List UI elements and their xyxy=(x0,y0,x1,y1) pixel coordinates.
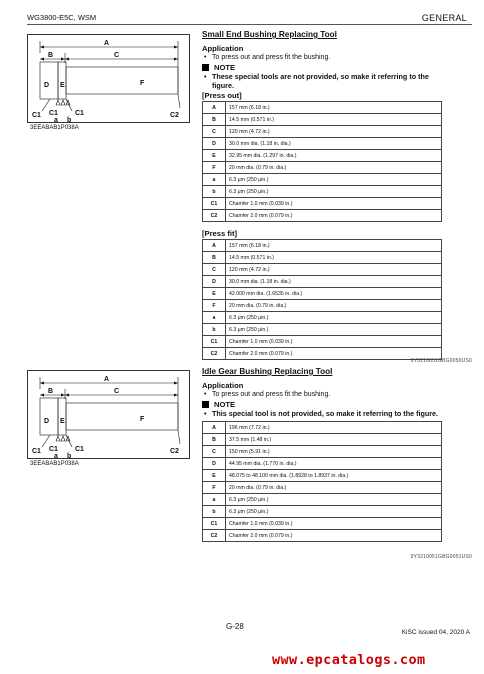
table-row xyxy=(203,138,442,150)
figure-id-2: 3EEABAB1P038A xyxy=(30,461,79,467)
label-a: a xyxy=(54,117,58,122)
spec-value: 6.3 μm (250 μin.) xyxy=(226,506,442,518)
table-row xyxy=(203,336,442,348)
spec-key: E xyxy=(203,470,226,482)
spec-key: D xyxy=(203,276,226,288)
spec-key: b xyxy=(203,186,226,198)
spec-value: 6.3 μm (250 μin.) xyxy=(226,186,442,198)
table-row xyxy=(203,240,442,252)
issue-info: KiSC issued 04, 2020 A xyxy=(401,629,470,636)
spec-key: C xyxy=(203,264,226,276)
spec-key: a xyxy=(203,174,226,186)
label-a: a xyxy=(54,453,58,458)
table-row xyxy=(203,348,442,360)
label-A: A xyxy=(104,40,110,47)
label-C1-right: C1 xyxy=(75,446,84,453)
table-row xyxy=(203,494,442,506)
spec-value: 20 mm dia. (0.79 in. dia.) xyxy=(226,162,442,174)
spec-key: E xyxy=(203,288,226,300)
spec-value: 14.5 mm (0.571 in.) xyxy=(226,252,442,264)
table-row xyxy=(203,126,442,138)
tool-drawing-2 xyxy=(27,370,190,459)
spec-key: A xyxy=(203,102,226,114)
spec-key: E xyxy=(203,150,226,162)
spec-value: Chamfer 1.0 mm (0.039 in.) xyxy=(226,198,442,210)
note-square-icon xyxy=(202,64,209,71)
label-C: C xyxy=(114,52,120,59)
table-row xyxy=(203,458,442,470)
table-row xyxy=(203,102,442,114)
spec-key: C xyxy=(203,446,226,458)
label-B: B xyxy=(48,388,54,395)
spec-value: 196 mm (7.72 in.) xyxy=(226,422,442,434)
label-E: E xyxy=(60,418,65,425)
table-row xyxy=(203,312,442,324)
spec-key: B xyxy=(203,252,226,264)
spec-key: D xyxy=(203,138,226,150)
spec-value: 6.3 μm (250 μin.) xyxy=(226,324,442,336)
doc-code-2: 9Y3210051GBG0051US0 xyxy=(410,554,472,560)
spec-key: C1 xyxy=(203,336,226,348)
table-row xyxy=(203,446,442,458)
spec-key: b xyxy=(203,506,226,518)
table-row xyxy=(203,210,442,222)
spec-value: 6.3 μm (250 μin.) xyxy=(226,312,442,324)
label-A: A xyxy=(104,376,110,383)
spec-key: b xyxy=(203,324,226,336)
table-row xyxy=(203,288,442,300)
label-B: B xyxy=(48,52,54,59)
label-C2: C2 xyxy=(170,448,179,455)
label-b: b xyxy=(67,453,72,458)
application-label-2: Application xyxy=(202,381,244,390)
table-row xyxy=(203,162,442,174)
watermark-url[interactable]: www.epcatalogs.com xyxy=(272,652,426,668)
figure-id-1: 3EEABAB1P038A xyxy=(30,125,79,131)
table-row xyxy=(203,198,442,210)
spec-value: 42.000 mm dia. (1.6535 in. dia.) xyxy=(226,288,442,300)
spec-key: D xyxy=(203,458,226,470)
spec-value: 14.5 mm (0.571 in.) xyxy=(226,114,442,126)
spec-value: 32.95 mm dia. (1.297 in. dia.) xyxy=(226,150,442,162)
label-C: C xyxy=(114,388,120,395)
spec-value: Chamfer 2.0 mm (0.079 in.) xyxy=(226,210,442,222)
spec-key: A xyxy=(203,422,226,434)
spec-key: C2 xyxy=(203,530,226,542)
label-C1-mid: C1 xyxy=(49,446,58,453)
spec-key: a xyxy=(203,494,226,506)
label-D: D xyxy=(44,82,50,89)
table-row xyxy=(203,276,442,288)
label-E: E xyxy=(60,82,65,89)
table-row xyxy=(203,518,442,530)
spec-value: 44.95 mm dia. (1.770 in. dia.) xyxy=(226,458,442,470)
table-row xyxy=(203,300,442,312)
spec-key: B xyxy=(203,434,226,446)
spec-value: 30.0 mm dia. (1.18 in. dia.) xyxy=(226,138,442,150)
spec-key: A xyxy=(203,240,226,252)
idle-gear-table xyxy=(202,421,442,542)
spec-value: Chamfer 2.0 mm (0.079 in.) xyxy=(226,530,442,542)
section-small-end-bushing xyxy=(202,30,442,360)
note-heading-2: NOTE xyxy=(202,400,442,409)
spec-value: 30.0 mm dia. (1.18 in. dia.) xyxy=(226,276,442,288)
spec-key: B xyxy=(203,114,226,126)
manual-code: WG3800-E5C, WSM xyxy=(27,13,97,22)
spec-key: C1 xyxy=(203,198,226,210)
spec-value: Chamfer 2.0 mm (0.079 in.) xyxy=(226,348,442,360)
doc-code-1: 9Y3210051GBG0050US0 xyxy=(410,358,472,364)
table-row xyxy=(203,530,442,542)
spec-key: C1 xyxy=(203,518,226,530)
label-C1-left: C1 xyxy=(32,112,41,119)
press-fit-label: [Press fit] xyxy=(202,229,238,238)
spec-key: C2 xyxy=(203,210,226,222)
section-title: GENERAL xyxy=(421,13,467,23)
note-heading-1: NOTE xyxy=(202,63,442,72)
spec-value: 120 mm (4.72 in.) xyxy=(226,126,442,138)
spec-value: 157 mm (6.18 in.) xyxy=(226,240,442,252)
press-out-label: [Press out] xyxy=(202,91,242,100)
tool-drawing-1 xyxy=(27,34,190,123)
spec-value: 20 mm dia. (0.79 in. dia.) xyxy=(226,300,442,312)
spec-key: a xyxy=(203,312,226,324)
label-F: F xyxy=(140,416,145,423)
label-C2: C2 xyxy=(170,112,179,119)
spec-value: 120 mm (4.72 in.) xyxy=(226,264,442,276)
note-item-2: • This special tool is not provided, so make it referring to the figure. xyxy=(204,409,439,418)
spec-value: 157 mm (6.18 in.) xyxy=(226,102,442,114)
header-rule xyxy=(27,24,472,25)
table-row xyxy=(203,150,442,162)
tool-title-2: Idle Gear Bushing Replacing Tool xyxy=(202,367,333,376)
spec-value: 48.075 to 48.100 mm dia. (1.8928 to 1.8937 in. dia.) xyxy=(226,470,442,482)
spec-value: Chamfer 1.0 mm (0.039 in.) xyxy=(226,336,442,348)
table-row xyxy=(203,482,442,494)
table-row xyxy=(203,186,442,198)
note-item-1: • These special tools are not provided, so make it referring to the figure. xyxy=(204,72,429,90)
spec-value: 20 mm dia. (0.79 in. dia.) xyxy=(226,482,442,494)
label-F: F xyxy=(140,80,145,87)
spec-value: 150 mm (5.91 in.) xyxy=(226,446,442,458)
table-row xyxy=(203,434,442,446)
spec-key: F xyxy=(203,300,226,312)
table-row xyxy=(203,422,442,434)
page-number: G-28 xyxy=(226,622,244,631)
spec-value: 6.3 μm (250 μin.) xyxy=(226,174,442,186)
spec-value: 6.3 μm (250 μin.) xyxy=(226,494,442,506)
spec-value: 37.5 mm (1.48 in.) xyxy=(226,434,442,446)
table-row xyxy=(203,252,442,264)
application-item-2: • To press out and press fit the bushing. xyxy=(204,391,331,398)
table-row xyxy=(203,264,442,276)
press-fit-table xyxy=(202,239,442,360)
table-row xyxy=(203,174,442,186)
table-row xyxy=(203,324,442,336)
table-row xyxy=(203,114,442,126)
table-row xyxy=(203,470,442,482)
spec-key: C xyxy=(203,126,226,138)
application-item-1: • To press out and press fit the bushing. xyxy=(204,54,331,61)
application-label-1: Application xyxy=(202,44,244,53)
press-out-table xyxy=(202,101,442,222)
spec-key: C2 xyxy=(203,348,226,360)
section-idle-gear-bushing xyxy=(202,367,442,542)
spec-key: F xyxy=(203,482,226,494)
tool-title-1: Small End Bushing Replacing Tool xyxy=(202,30,337,39)
label-C1-mid: C1 xyxy=(49,110,58,117)
label-b: b xyxy=(67,117,72,122)
spec-key: F xyxy=(203,162,226,174)
label-C1-right: C1 xyxy=(75,110,84,117)
note-square-icon xyxy=(202,401,209,408)
spec-value: Chamfer 1.0 mm (0.039 in.) xyxy=(226,518,442,530)
table-row xyxy=(203,506,442,518)
label-C1-left: C1 xyxy=(32,448,41,455)
label-D: D xyxy=(44,418,50,425)
